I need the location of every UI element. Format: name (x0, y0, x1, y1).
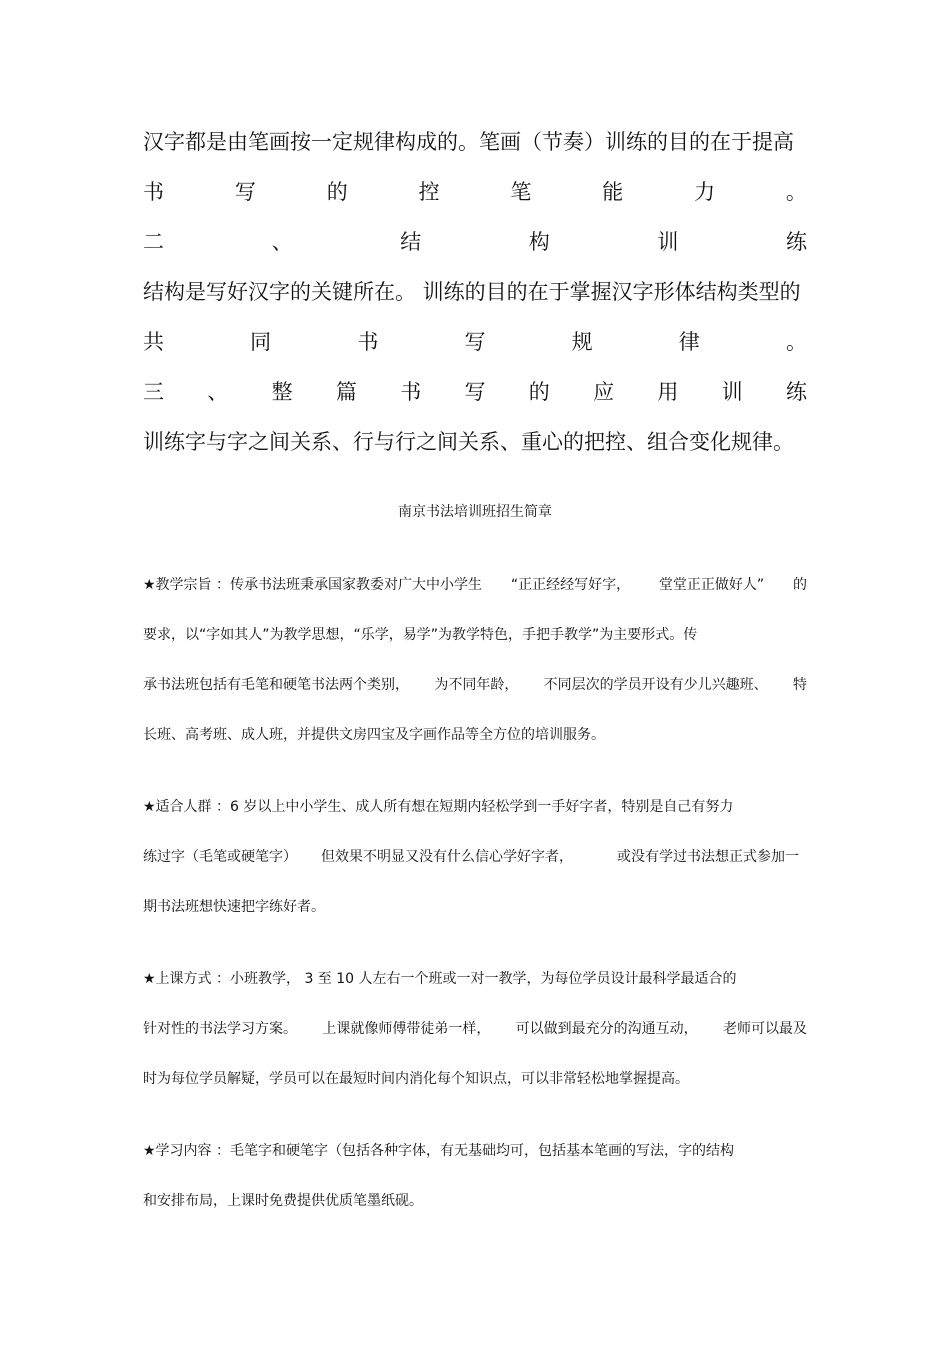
section-heading-structure (143, 228, 807, 256)
glyph: 。 (785, 180, 807, 204)
class-format-line-1: ★上课方式 ：小班教学， 3 至 10 人左右一个班或一对一教学，为每位学员设计最科学最适合的 (143, 971, 737, 987)
text-segment: 但效果不明显又没有什么信心学好字者， (321, 849, 573, 865)
glyph: 的 (326, 180, 348, 204)
teaching-purpose-line-1 (143, 575, 807, 595)
glyph: 的 (528, 380, 550, 404)
text-segment: “正正经经写好字， (510, 577, 631, 593)
target-audience-line-2 (143, 847, 807, 867)
intro-line-1: 汉字都是由笔画按一定规律构成的。笔画（节奏）训练的目的在于提高 (143, 130, 794, 154)
text-segment: 或没有学过书法想正式参加一 (617, 849, 799, 865)
glyph: 结 (400, 230, 422, 254)
intro-line-4: 结构是写好汉字的关键所在。 训练的目的在于掌握汉字形体结构类型的 (143, 280, 801, 304)
text-segment: 上课就像师傅带徒弟一样， (322, 1021, 491, 1037)
glyph: 训 (657, 230, 679, 254)
intro-line-5 (143, 328, 807, 356)
glyph: 篇 (335, 380, 357, 404)
learning-content-line-2: 和安排布局，上课时免费提供优质笔墨纸砚。 (143, 1193, 423, 1209)
glyph: 同 (250, 330, 272, 354)
glyph: 构 (528, 230, 550, 254)
text-segment: 承书法班包括有毛笔和硬笔书法两个类别， (143, 677, 409, 693)
text-segment: ★教学宗旨 ：传承书法班秉承国家教委对广大中小学生 (143, 577, 482, 593)
glyph: 、 (207, 380, 229, 404)
text-segment: 特 (792, 677, 807, 693)
text-segment: 的 (792, 577, 807, 593)
intro-line-2 (143, 178, 807, 206)
glyph: 规 (571, 330, 593, 354)
text-segment: 练过字（毛笔或硬笔字） (143, 849, 297, 865)
intro-line-7: 训练字与字之间关系、行与行之间关系、重心的把控、组合变化规律。 (143, 430, 794, 454)
learning-content-line-1: ★学习内容 ：毛笔字和硬笔字（包括各种字体，有无基础均可，包括基本笔画的写法，字的结构 (143, 1143, 734, 1159)
glyph: 写 (464, 330, 486, 354)
glyph: 二 (143, 230, 164, 254)
glyph: 力 (694, 180, 716, 204)
teaching-purpose-line-2: 要求，以“字如其人”为教学思想，“乐学，易学”为教学特色，手把手教学”为主要形式。传 (143, 627, 698, 643)
glyph: 整 (271, 380, 293, 404)
glyph: 书 (400, 380, 422, 404)
glyph: 练 (785, 230, 807, 254)
document-title: 南京书法培训班招生简章 (398, 504, 552, 520)
text-segment: 针对性的书法学习方案。 (143, 1021, 297, 1037)
text-segment: 不同层次的学员开设有少儿兴趣班、 (543, 677, 768, 693)
glyph: 书 (143, 180, 164, 204)
glyph: 三 (143, 380, 164, 404)
section-heading-application (143, 378, 807, 406)
glyph: 共 (143, 330, 164, 354)
teaching-purpose-line-3 (143, 675, 807, 695)
glyph: 、 (271, 230, 293, 254)
text-segment: 可以做到最充分的沟通互动， (515, 1021, 698, 1037)
glyph: 写 (464, 380, 486, 404)
glyph: 控 (418, 180, 440, 204)
glyph: 能 (602, 180, 624, 204)
glyph: 写 (234, 180, 256, 204)
target-audience-line-3: 期书法班想快速把字练好者。 (143, 899, 325, 915)
class-format-line-2 (143, 1019, 807, 1039)
target-audience-line-1: ★适合人群 ：6 岁以上中小学生、成人所有想在短期内轻松学到一手好字者，特别是自己有努力 (143, 799, 734, 815)
text-segment: 为不同年龄， (434, 677, 519, 693)
teaching-purpose-line-4: 长班、高考班、成人班，并提供文房四宝及字画作品等全方位的培训服务。 (143, 727, 605, 743)
glyph: 笔 (510, 180, 532, 204)
glyph: 。 (785, 330, 807, 354)
glyph: 应 (593, 380, 615, 404)
glyph: 律 (678, 330, 700, 354)
glyph: 练 (785, 380, 807, 404)
glyph: 用 (657, 380, 679, 404)
class-format-line-3: 时为每位学员解疑，学员可以在最短时间内消化每个知识点，可以非常轻松地掌握提高。 (143, 1071, 689, 1087)
glyph: 书 (357, 330, 379, 354)
text-segment: 堂堂正正做好人” (658, 577, 765, 593)
glyph: 训 (721, 380, 743, 404)
text-segment: 老师可以最及 (722, 1021, 807, 1037)
